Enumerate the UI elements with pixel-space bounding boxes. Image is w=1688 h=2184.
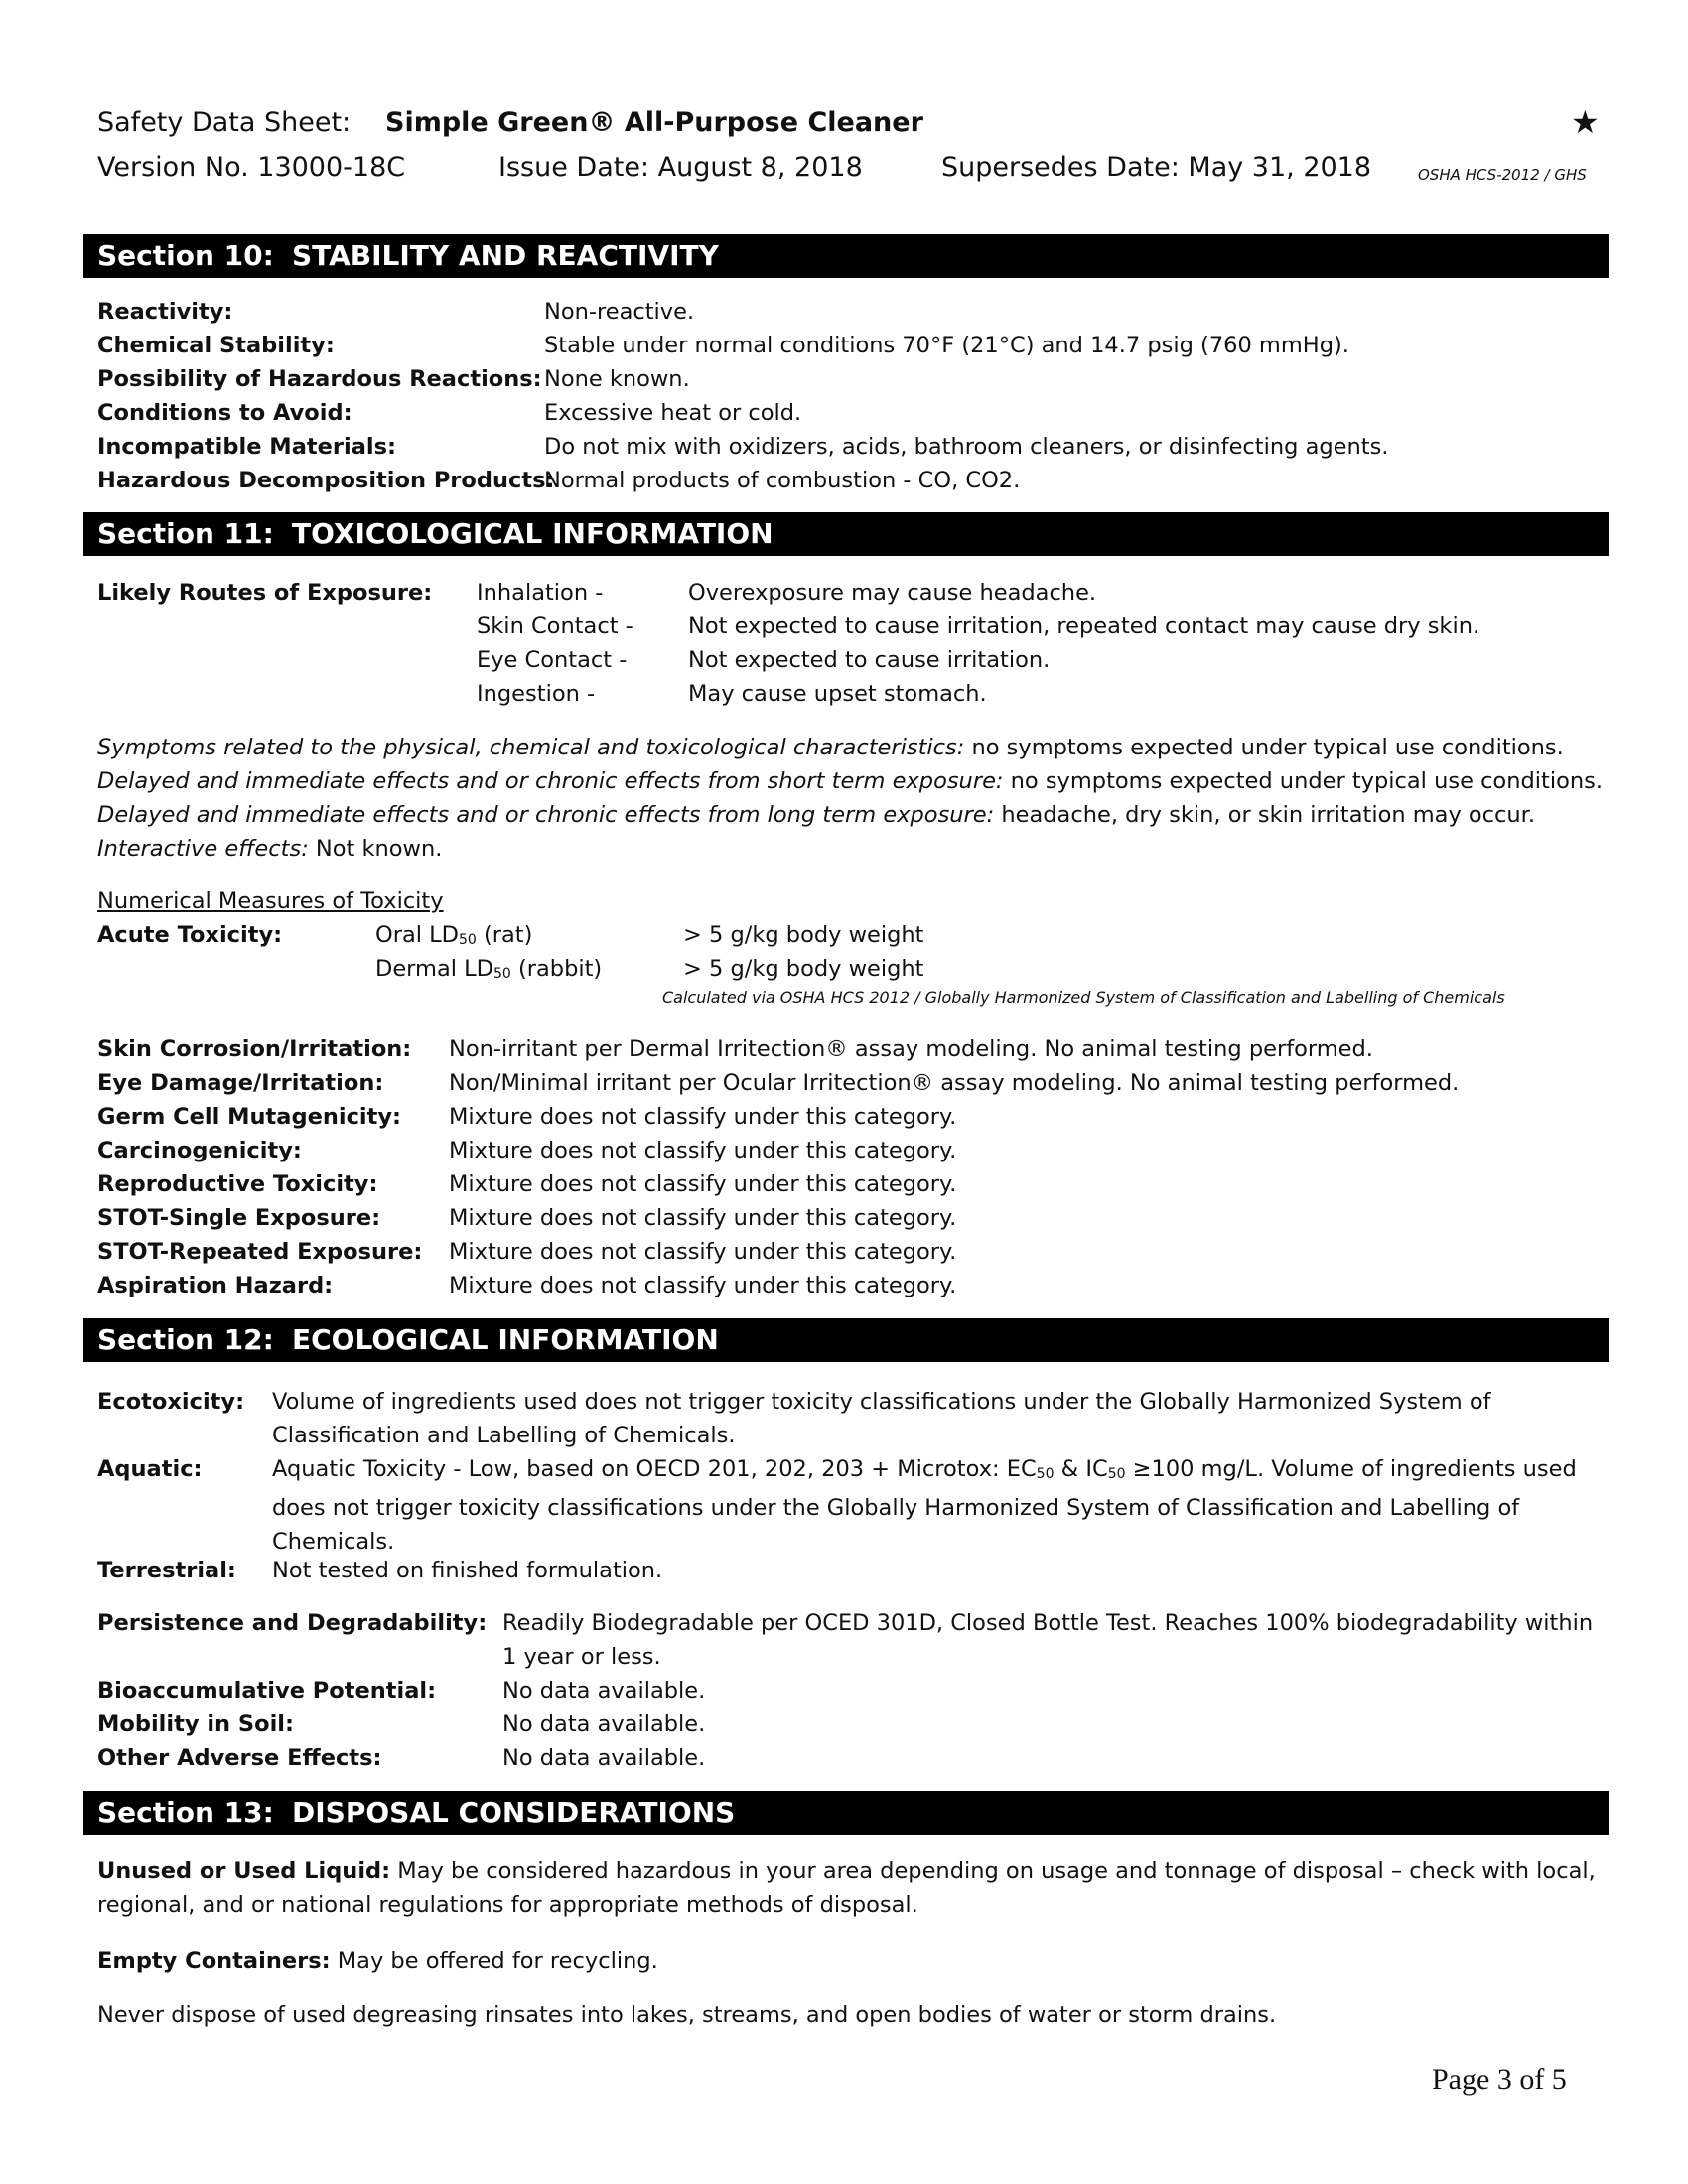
row-label: Hazardous Decomposition Products:	[97, 468, 555, 493]
row-value: Normal products of combustion - CO, CO2.	[544, 468, 1021, 493]
hazard-label: STOT-Single Exposure:	[97, 1205, 381, 1231]
effect-line: Interactive effects: Not known.	[97, 836, 443, 862]
section-title: ECOLOGICAL INFORMATION	[292, 1323, 719, 1356]
hazard-value: Non/Minimal irritant per Ocular Irritection® assay modeling. No animal testing performed.	[449, 1070, 1460, 1096]
section-13-header	[83, 1791, 1609, 1835]
oral-ld50-value: > 5 g/kg body weight	[683, 922, 924, 948]
unused-liquid-paragraph: Unused or Used Liquid: May be considered hazardous in your area depending on usage and tonnage of disposal – check with local, regional, and or national regulations for appropriate methods of disposal.	[97, 1858, 1596, 1918]
hazard-value: Mixture does not classify under this category.	[449, 1273, 957, 1298]
section-number: Section 13:	[97, 1796, 274, 1829]
dermal-ld50-value: > 5 g/kg body weight	[683, 956, 924, 982]
aquatic-value: Aquatic Toxicity - Low, based on OECD 201, 202, 203 + Microtox: $EC_{50}$ & $IC_{50} \ge 100$ mg/L. Volume of ingredients used does not trigger toxicity classifications under the Globally Harmonized System of Classification and Labelling of Chemicals.	[272, 1456, 1577, 1555]
hazard-value: Mixture does not classify under this category.	[449, 1138, 957, 1163]
hazard-label: Eye Damage/Irritation:	[97, 1070, 384, 1096]
calculation-note: Calculated via OSHA HCS 2012 / Globally Harmonized System of Classification and Labelling of Chemicals	[662, 988, 1505, 1007]
route-effect: May cause upset stomach.	[688, 681, 987, 707]
hazard-value: Mixture does not classify under this category.	[449, 1104, 957, 1130]
osha-standard: OSHA HCS-2012 / GHS	[1418, 166, 1587, 184]
ecotoxicity-value: Volume of ingredients used does not trigger toxicity classifications under the Globally Harmonized System of Classification and Labelling of Chemicals.	[272, 1389, 1491, 1448]
acute-toxicity-label: Acute Toxicity:	[97, 922, 283, 948]
row-label: Incompatible Materials:	[97, 434, 396, 460]
issue-date: Issue Date: August 8, 2018	[498, 152, 863, 183]
section-11-header	[83, 512, 1609, 556]
effect-line: Delayed and immediate effects and or chronic effects from long term exposure: headache, dry skin, or skin irritation may occur.	[97, 802, 1536, 828]
persistence-value: Readily Biodegradable per OCED 301D, Closed Bottle Test. Reaches 100% biodegradability within 1 year or less.	[502, 1610, 1594, 1670]
section-12-header	[83, 1318, 1609, 1362]
route-effect: Not expected to cause irritation.	[688, 647, 1051, 673]
supersedes-date: Supersedes Date: May 31, 2018	[941, 152, 1372, 183]
section-title: TOXICOLOGICAL INFORMATION	[292, 517, 774, 550]
hazard-label: Aspiration Hazard:	[97, 1273, 334, 1298]
route-effect: Overexposure may cause headache.	[688, 580, 1097, 606]
row-label: Reactivity:	[97, 299, 233, 325]
version-number: Version No. 13000-18C	[97, 152, 406, 183]
hazard-label: Skin Corrosion/Irritation:	[97, 1036, 412, 1062]
hazard-value: Non-irritant per Dermal Irritection® assay modeling. No animal testing performed.	[449, 1036, 1373, 1062]
route-name: Ingestion -	[477, 681, 596, 707]
route-effect: Not expected to cause irritation, repeated contact may cause dry skin.	[688, 614, 1480, 639]
aquatic-label: Aquatic:	[97, 1456, 203, 1482]
other-effects-label: Other Adverse Effects:	[97, 1745, 382, 1771]
oral-ld50: Oral $LD_{50}$ (rat)	[375, 922, 533, 948]
section-title: STABILITY AND REACTIVITY	[292, 239, 719, 272]
bioaccumulative-label: Bioaccumulative Potential:	[97, 1678, 437, 1704]
hazard-label: Carcinogenicity:	[97, 1138, 302, 1163]
row-value: None known.	[544, 366, 690, 392]
hazard-label: STOT-Repeated Exposure:	[97, 1239, 423, 1265]
row-value: Excessive heat or cold.	[544, 400, 802, 426]
empty-containers-paragraph: Empty Containers: May be offered for recycling.	[97, 1948, 658, 1974]
routes-label: Likely Routes of Exposure:	[97, 580, 433, 606]
hazard-label: Germ Cell Mutagenicity:	[97, 1104, 402, 1130]
section-number: Section 12:	[97, 1323, 274, 1356]
numerical-measures-heading: Numerical Measures of Toxicity	[97, 888, 444, 914]
persistence-label: Persistence and Degradability:	[97, 1610, 488, 1636]
page-number: Page 3 of 5	[1432, 2063, 1567, 2096]
hazard-value: Mixture does not classify under this category.	[449, 1239, 957, 1265]
section-10-header	[83, 234, 1609, 278]
other-effects-value: No data available.	[502, 1745, 706, 1771]
section-title: DISPOSAL CONSIDERATIONS	[292, 1796, 736, 1829]
disposal-warning: Never dispose of used degreasing rinsates into lakes, streams, and open bodies of water or storm drains.	[97, 2002, 1277, 2028]
route-name: Eye Contact -	[477, 647, 628, 673]
hazard-value: Mixture does not classify under this category.	[449, 1205, 957, 1231]
row-label: Possibility of Hazardous Reactions:	[97, 366, 542, 392]
row-value: Do not mix with oxidizers, acids, bathroom cleaners, or disinfecting agents.	[544, 434, 1389, 460]
effect-line: Symptoms related to the physical, chemical and toxicological characteristics: no symptoms expected under typical use conditions.	[97, 735, 1564, 760]
product-name: Simple Green® All-Purpose Cleaner	[385, 107, 923, 138]
hazard-value: Mixture does not classify under this category.	[449, 1171, 957, 1197]
terrestrial-label: Terrestrial:	[97, 1558, 236, 1583]
route-name: Inhalation -	[477, 580, 604, 606]
route-name: Skin Contact -	[477, 614, 633, 639]
bioaccumulative-value: No data available.	[502, 1678, 706, 1704]
effect-line: Delayed and immediate effects and or chronic effects from short term exposure: no symptoms expected under typical use conditions.	[97, 768, 1603, 794]
section-number: Section 10:	[97, 239, 274, 272]
row-label: Chemical Stability:	[97, 333, 335, 358]
dermal-ld50: Dermal $LD_{50}$ (rabbit)	[375, 956, 603, 982]
row-value: Non-reactive.	[544, 299, 695, 325]
mobility-value: No data available.	[502, 1711, 706, 1737]
star-icon: ★	[1571, 103, 1600, 141]
row-label: Conditions to Avoid:	[97, 400, 352, 426]
mobility-label: Mobility in Soil:	[97, 1711, 294, 1737]
ecotoxicity-label: Ecotoxicity:	[97, 1389, 245, 1415]
section-number: Section 11:	[97, 517, 274, 550]
terrestrial-value: Not tested on finished formulation.	[272, 1558, 663, 1583]
row-value: Stable under normal conditions 70°F (21°C) and 14.7 psig (760 mmHg).	[544, 333, 1349, 358]
hazard-label: Reproductive Toxicity:	[97, 1171, 378, 1197]
sds-label: Safety Data Sheet:	[97, 107, 352, 138]
